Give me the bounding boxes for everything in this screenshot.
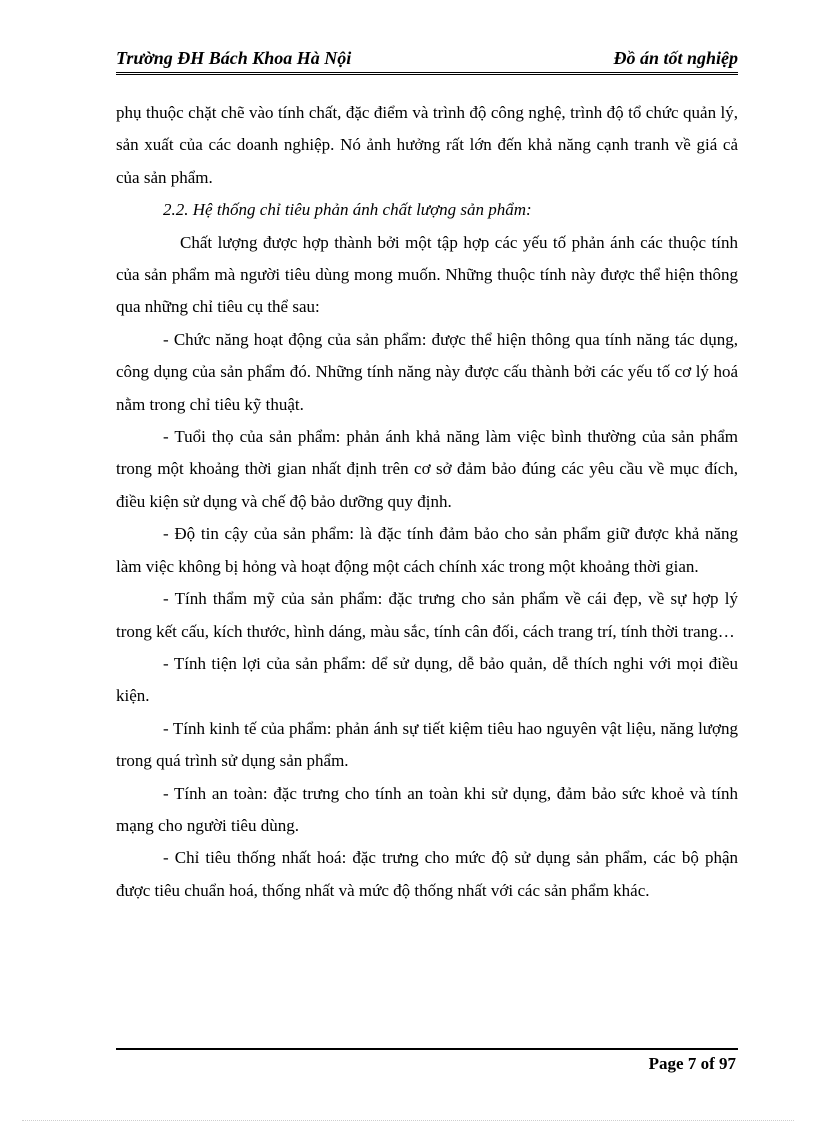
criteria-item-convenience: - Tính tiện lợi của sản phẩm: dể sử dụng, dễ bảo quản, dễ thích nghi với mọi điều kiện. [116,653,738,706]
page-number: Page 7 of 97 [648,1054,736,1073]
page-header [116,46,738,72]
lead-paragraph: Chất lượng được hợp thành bởi một tập hợp các yếu tố phản ánh các thuộc tính của sản phẩm mà người tiêu dùng mong muốn. Những thuộc tính này được thể hiện thông qua những chỉ tiêu cụ thể sau: [116,232,738,317]
header-institution: Trường ĐH Bách Khoa Hà Nội [116,48,352,68]
criteria-item-economy: - Tính kinh tế của phẩm: phản ánh sự tiết kiệm tiêu hao nguyên vật liệu, năng lượng trong quá trình sử dụng sản phẩm. [116,718,738,771]
criteria-item-aesthetics: - Tính thẩm mỹ của sản phẩm: đặc trưng cho sản phẩm về cái đẹp, về sự hợp lý trong kết cấu, kích thước, hình dáng, màu sắc, tính cân đối, cách trang trí, tính thời trang… [116,589,738,641]
page-body [116,97,738,907]
section-heading: 2.2. Hệ thống chỉ tiêu phản ánh chất lượng sản phẩm: [163,200,532,220]
intro-paragraph: phụ thuộc chặt chẽ vào tính chất, đặc điểm và trình độ công nghệ, trình độ tổ chức quản lý, sản xuất của các doanh nghiệp. Nó ảnh hưởng rất lớn đến khả năng cạnh tranh về giá cả của sản phẩm. [116,103,738,187]
page-bottom-border [22,1120,794,1121]
criteria-item-standardization: - Chỉ tiêu thống nhất hoá: đặc trưng cho mức độ sử dụng sản phẩm, các bộ phận được tiêu chuẩn hoá, thống nhất và mức độ thống nhất với các sản phẩm khác. [116,848,738,900]
criteria-item-lifespan: - Tuổi thọ của sản phẩm: phản ánh khả năng làm việc bình thường của sản phẩm trong một khoảng thời gian nhất định trên cơ sở đảm bảo đúng các yêu cầu về mục đích, điều kiện sử dụng và chế độ bảo dưỡng quy định. [116,427,738,511]
criteria-item-reliability: - Độ tin cậy của sản phẩm: là đặc tính đảm bảo cho sản phẩm giữ được khả năng làm việc không bị hỏng và hoạt động một cách chính xác trong một khoảng thời gian. [116,524,738,576]
footer-rule [116,1048,738,1050]
criteria-item-safety: - Tính an toàn: đặc trưng cho tính an toàn khi sử dụng, đảm bảo sức khoẻ và tính mạng cho người tiêu dùng. [116,783,738,835]
header-document-type: Đồ án tốt nghiệp [613,48,738,68]
header-rule [116,72,738,77]
criteria-item-function: - Chức năng hoạt động của sản phẩm: được thể hiện thông qua tính năng tác dụng, công dụng của sản phẩm đó. Những tính năng này được cấu thành bởi các yếu tố cơ lý hoá nằm trong chỉ tiêu kỹ thuật. [116,329,738,414]
